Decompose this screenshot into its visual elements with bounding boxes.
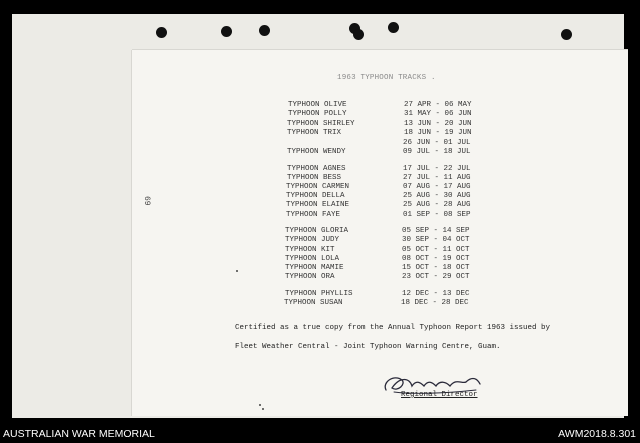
typhoon-name: TYPHOON SHIRLEY bbox=[287, 120, 355, 128]
document-title: 1963 TYPHOON TRACKS . bbox=[337, 74, 436, 82]
typhoon-dates: 23 OCT - 29 OCT bbox=[402, 273, 470, 281]
typhoon-dates: 27 JUL - 11 AUG bbox=[403, 174, 471, 182]
footer-source: AUSTRALIAN WAR MEMORIAL bbox=[3, 428, 155, 440]
typhoon-name: TYPHOON CARMEN bbox=[286, 183, 350, 191]
typhoon-dates: 31 MAY - 06 JUN bbox=[404, 110, 472, 118]
typhoon-dates: 01 SEP - 08 SEP bbox=[403, 211, 471, 219]
typhoon-name: TYPHOON MAMIE bbox=[285, 264, 344, 272]
typhoon-dates: 05 SEP - 14 SEP bbox=[402, 227, 470, 235]
typhoon-dates: 08 OCT - 19 OCT bbox=[402, 255, 470, 263]
typhoon-name: TYPHOON ELAINE bbox=[286, 201, 350, 209]
typhoon-dates: 17 JUL - 22 JUL bbox=[403, 165, 471, 173]
typhoon-dates: 15 OCT - 18 OCT bbox=[402, 264, 470, 272]
footer-accession-id: AWM2018.8.301 bbox=[558, 428, 636, 440]
signer-title: Regional Director bbox=[401, 391, 478, 399]
typhoon-dates: 07 AUG - 17 AUG bbox=[403, 183, 471, 191]
typhoon-name: TYPHOON WENDY bbox=[287, 148, 346, 156]
typhoon-dates: 18 DEC - 28 DEC bbox=[401, 299, 469, 307]
typhoon-name: TYPHOON GLORIA bbox=[285, 227, 349, 235]
typhoon-name: TYPHOON OLIVE bbox=[288, 101, 347, 109]
typhoon-dates: 26 JUN - 01 JUL bbox=[403, 139, 471, 147]
typhoon-dates: 25 AUG - 28 AUG bbox=[403, 201, 471, 209]
paper-speck bbox=[236, 270, 238, 272]
footer-bar bbox=[0, 424, 640, 443]
typhoon-dates: 09 JUL - 18 JUL bbox=[403, 148, 471, 156]
typhoon-dates: 13 JUN - 20 JUN bbox=[404, 120, 472, 128]
typhoon-dates: 30 SEP - 04 OCT bbox=[402, 236, 470, 244]
paper-speck bbox=[259, 404, 261, 406]
certification-line: Certified as a true copy from the Annual Typhoon Report 1963 issued by bbox=[235, 324, 551, 332]
typhoon-dates: 12 DEC - 13 DEC bbox=[402, 290, 470, 298]
typhoon-dates: 05 OCT - 11 OCT bbox=[402, 246, 470, 254]
typhoon-name: TYPHOON KIT bbox=[285, 246, 335, 254]
typhoon-name: TYPHOON ORA bbox=[285, 273, 335, 281]
certification-line: Fleet Weather Central - Joint Typhoon Warning Centre, Guam. bbox=[235, 343, 501, 351]
typhoon-name: TYPHOON DELLA bbox=[286, 192, 345, 200]
typhoon-name: TYPHOON BESS bbox=[287, 174, 342, 182]
paper-speck bbox=[262, 408, 264, 410]
page-number: 69 bbox=[142, 196, 151, 206]
typhoon-name: TYPHOON JUDY bbox=[285, 236, 340, 244]
typhoon-name: TYPHOON PHYLLIS bbox=[285, 290, 353, 298]
typhoon-dates: 25 AUG - 30 AUG bbox=[403, 192, 471, 200]
typhoon-name: TYPHOON FAYE bbox=[286, 211, 341, 219]
typhoon-name: TYPHOON AGNES bbox=[287, 165, 346, 173]
typhoon-name: TYPHOON TRIX bbox=[287, 129, 342, 137]
typhoon-name: TYPHOON SUSAN bbox=[284, 299, 343, 307]
typhoon-dates: 18 JUN - 19 JUN bbox=[404, 129, 472, 137]
typhoon-name: TYPHOON POLLY bbox=[288, 110, 347, 118]
certification bbox=[235, 323, 551, 353]
typhoon-dates: 27 APR - 06 MAY bbox=[404, 101, 472, 109]
typhoon-name: TYPHOON LOLA bbox=[285, 255, 340, 263]
